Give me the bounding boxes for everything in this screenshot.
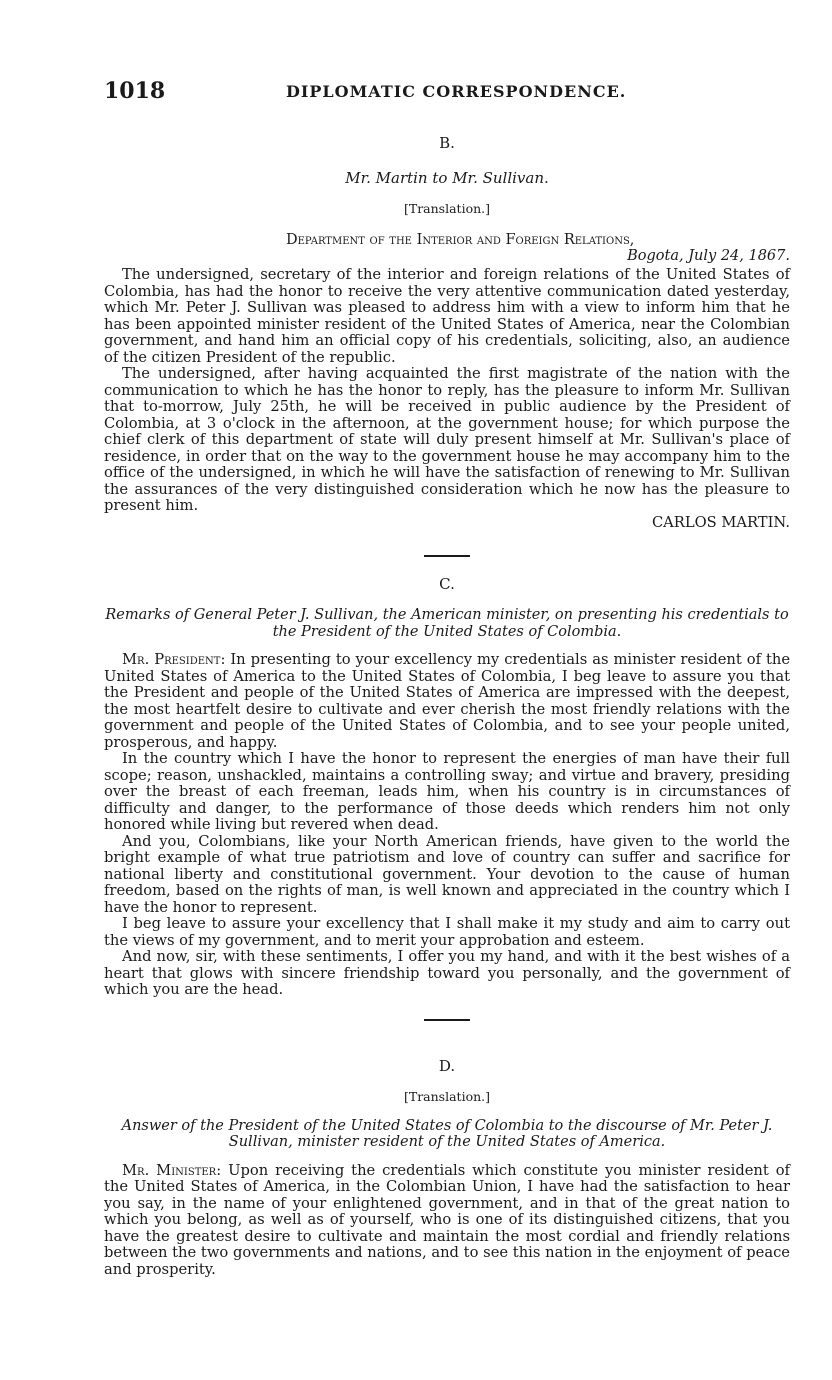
section-d-letter: D. bbox=[438, 1056, 456, 1075]
running-head: DIPLOMATIC CORRESPONDENCE. bbox=[286, 82, 627, 101]
section-b-translation-note: [Translation.] bbox=[403, 201, 490, 216]
section-c-paragraph-4: I beg leave to assure your excellency that I shall make it my study and aim to carry out the views of my government, and to merit your approbation and esteem. bbox=[104, 915, 790, 949]
section-c-title: Remarks of General Peter J. Sullivan, the American minister, on presenting his credentials to the President of the United States of Colombia. bbox=[105, 607, 789, 640]
section-d-title: Answer of the President of the United States of Colombia to the discourse of Mr. Peter J. Sullivan, minister resident of the United States of America. bbox=[121, 1117, 773, 1150]
section-c-paragraph-1-text: In presenting to your excellency my credentials as minister resident of the United States of America to the United States of Colombia, I beg leave to assure you that the President and people of the United States of America are impressed with the deepest, the most heartfelt desire to cultivate and ever cherish the most friendly relations with the government and people of the United States of Colombia, and to see your people united, prosperous, and happy. bbox=[104, 651, 791, 751]
section-c-paragraph-2: In the country which I have the honor to represent the energies of man have their full scope; reason, unshackled, maintains a controlling sway; and virtue and bravery, presiding over the breast of each freeman, leads him, when his country is in circumstances of difficulty and danger, to the performance of those deeds which renders him not only honored while living but revered when dead. bbox=[104, 750, 790, 833]
section-b-letter: B. bbox=[439, 134, 455, 152]
section-b-department: Department of the Interior and Foreign Relations, bbox=[286, 232, 635, 248]
section-b-place-date: Bogota, July 24, 1867. bbox=[627, 248, 790, 264]
page-number: 1018 bbox=[104, 78, 166, 104]
section-c-paragraph-5: And now, sir, with these sentiments, I offer you my hand, and with it the best wishes of a heart that glows with sincere friendship toward you personally, and the government of which you are the head. bbox=[104, 948, 790, 998]
page-header bbox=[104, 78, 794, 108]
section-d-paragraph-1-text: Upon receiving the credentials which constitute you minister resident of the United States of America, in the Colombian Union, I have had the satisfaction to hear you say, in the name of your enlightened government, and in that of the great nation to which you belong, as well as of yourself, who is one of its distinguished citizens, that you have the greatest desire to cultivate and maintain the most cordial and friendly relations between the two governments and nations, and to see this nation in the enjoyment of peace and prosperity. bbox=[104, 1161, 790, 1278]
document-body bbox=[104, 134, 790, 1278]
salutation: Mr. Minister: bbox=[122, 1161, 222, 1179]
section-c-letter: C. bbox=[439, 575, 455, 593]
section-c-paragraph-3: And you, Colombians, like your North American friends, have given to the world the bright example of what true patriotism and love of country can suffer and sacrifice for national liberty and constitutional government. Your devotion to the cause of human freedom, based on the rights of man, is well known and appreciated in the country which I have the honor to represent. bbox=[104, 832, 790, 916]
section-b-paragraph-2: The undersigned, after having acquainted the first magistrate of the nation with the communication to which he has the honor to reply, has the pleasure to inform Mr. Sullivan that to-morrow, July 25th, he will be received in public audience by the President of Colombia, at 3 o'clock in the afternoon, at the government house; for which purpose the chief clerk of this department of state will duly present himself at Mr. Sullivan's place of residence, in order that on the way to the government house he may accompany him to the office of the undersigned, in which he will have the satisfaction of renewing to Mr. Sullivan the assurances of the very distinguished consideration which he now has the pleasure to present him. bbox=[104, 365, 790, 514]
section-b-signature: CARLOS MARTIN. bbox=[651, 513, 790, 531]
section-d-paragraph-1 bbox=[104, 1163, 790, 1279]
section-b-title: Mr. Martin to Mr. Sullivan. bbox=[345, 169, 549, 187]
section-c-paragraph-1 bbox=[104, 652, 790, 751]
section-b-paragraph-1: The undersigned, secretary of the interior and foreign relations of the United States of Colombia, has had the honor to receive the very attentive communication dated yesterday, which Mr. Peter J. Sullivan was pleased to address him with a view to inform him that he has been appointed minister resident of the United States of America, near the Colombian government, and hand him an official copy of his credentials, soliciting, also, an audience of the citizen President of the republic. bbox=[104, 266, 790, 366]
section-d-translation-note: [Translation.] bbox=[403, 1088, 490, 1104]
salutation: Mr. President: bbox=[122, 651, 226, 668]
